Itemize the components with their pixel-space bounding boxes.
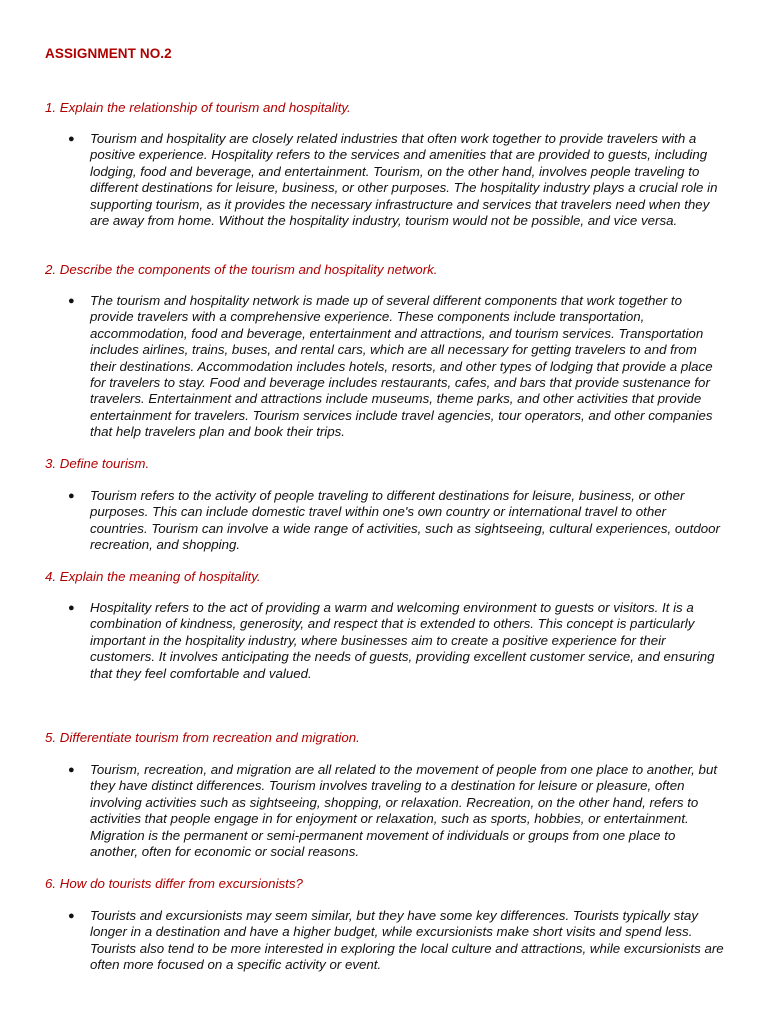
bullet-icon: ● xyxy=(68,133,75,145)
question-3-answer: Tourism refers to the activity of people traveling to different destinations for leisure, business, or other purposes. This can include domestic travel within one's own country or international travel to other countries. Tourism can involve a wide range of activities, such as sightseeing, cultural experiences, outdoor recreation, and shopping. xyxy=(90,488,720,553)
question-2-prompt: 2. Describe the components of the tourism and hospitality network. xyxy=(45,262,438,277)
question-3-prompt: 3. Define tourism. xyxy=(45,456,150,471)
bullet-icon: ● xyxy=(68,910,75,922)
question-4-prompt: 4. Explain the meaning of hospitality. xyxy=(45,569,261,584)
bullet-icon: ● xyxy=(68,490,75,502)
question-2-answer: The tourism and hospitality network is made up of several different components that work together to provide travelers with a comprehensive experience. These components include transportation, accommodation, food and beverage, entertainment and attractions, and tourism services. Transportation includes airlines, trains, buses, and rental cars, which are all necessary for getting travelers to and from their destinations. Accommodation includes hotels, resorts, and other types of lodging that provide a place for travelers to stay. Food and beverage includes restaurants, cafes, and bars that provide sustenance for travelers. Entertainment and attractions include museums, theme parks, and other activities that provide entertainment for travelers. Tourism services include travel agencies, tour operators, and other companies that help travelers plan and book their trips. xyxy=(90,293,713,440)
question-1-prompt: 1. Explain the relationship of tourism and hospitality. xyxy=(45,100,351,115)
question-6-answer: Tourists and excursionists may seem similar, but they have some key differences. Tourists typically stay longer in a destination and have a higher budget, while excursionists make short visits and spend less. Tourists also tend to be more interested in exploring the local culture and attractions, while excursionists are often more focused on a specific activity or event. xyxy=(90,908,724,973)
question-6-prompt: 6. How do tourists differ from excursionists? xyxy=(45,876,303,891)
bullet-icon: ● xyxy=(68,764,75,776)
question-4-answer: Hospitality refers to the act of providing a warm and welcoming environment to guests or visitors. It is a combination of kindness, generosity, and respect that is extended to others. This concept is particularly important in the hospitality industry, where businesses aim to create a positive experience for their customers. It involves anticipating the needs of guests, providing excellent customer service, and ensuring that they feel comfortable and valued. xyxy=(90,600,715,681)
question-5-prompt: 5. Differentiate tourism from recreation and migration. xyxy=(45,730,360,745)
question-5-answer: Tourism, recreation, and migration are all related to the movement of people from one place to another, but they have distinct differences. Tourism involves traveling to a destination for leisure or pleasure, often involving activities such as sightseeing, shopping, or relaxation. Recreation, on the other hand, refers to activities that people engage in for enjoyment or relaxation, such as sports, hobbies, or entertainment. Migration is the permanent or semi-permanent movement of individuals or groups from one place to another, often for economic or social reasons. xyxy=(90,762,718,860)
bullet-icon: ● xyxy=(68,602,75,614)
bullet-icon: ● xyxy=(68,295,75,307)
question-1-answer: Tourism and hospitality are closely related industries that often work together to provide travelers with a positive experience. Hospitality refers to the services and amenities that are provided to guests, including lodging, food and beverage, and entertainment. Tourism, on the other hand, involves people traveling to different destinations for leisure, business, or other purposes. The hospitality industry plays a crucial role in supporting tourism, as it provides the necessary infrastructure and services that travelers need when they are away from home. Without the hospitality industry, tourism would not be possible, and vice versa. xyxy=(90,131,718,229)
assignment-title: ASSIGNMENT NO.2 xyxy=(45,46,172,61)
